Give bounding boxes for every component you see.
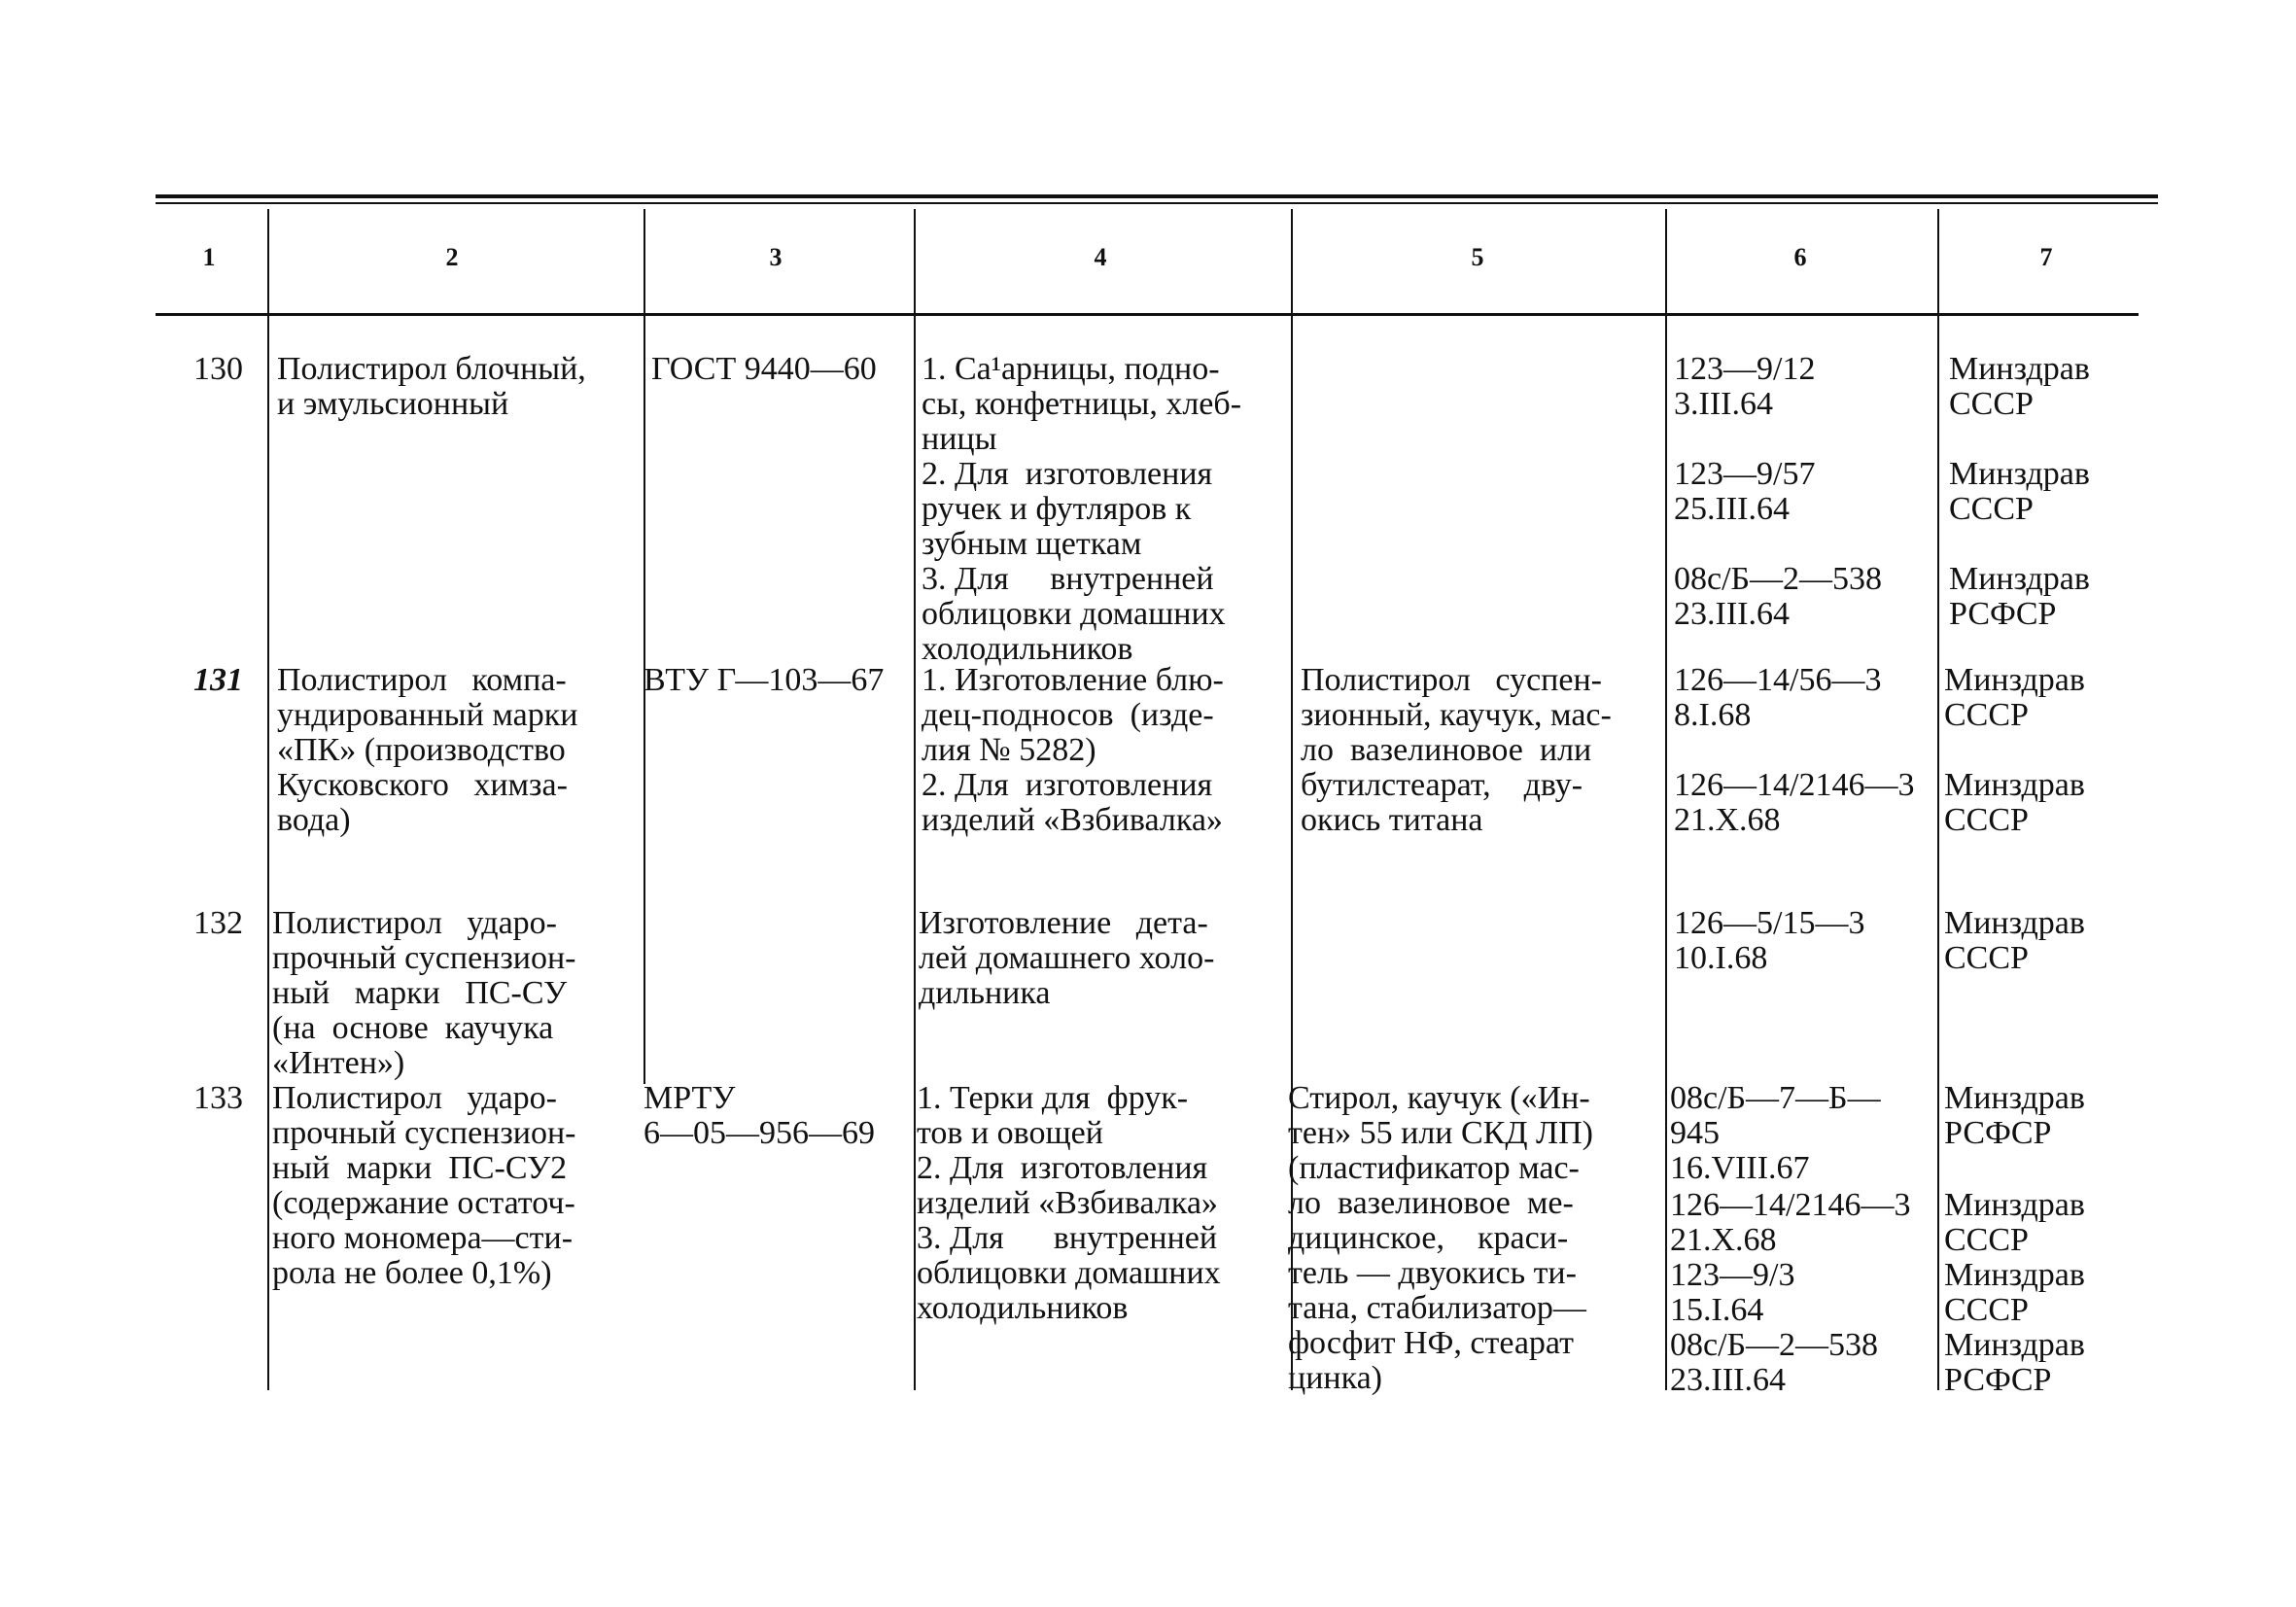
top-rule	[156, 194, 2158, 198]
authority: Минздрав РСФСР	[1944, 1080, 2085, 1151]
permit-number: 126—14/2146—3 21.X.68	[1670, 1187, 1911, 1258]
permit-number: 126—5/15—3 10.I.68	[1674, 905, 1865, 976]
composition: Стирол, каучук («Ин- тен» 55 или СКД ЛП) (пластификатор мас- ло вазелиновое ме- дицинское, краси- тель — двуокись ти- тана, стабилизатор— фосфит НФ, стеарат цинка)	[1288, 1080, 1593, 1396]
row-number: 130	[193, 351, 243, 387]
authority: Минздрав СССР	[1944, 905, 2085, 976]
material-name: Полистирол ударо- прочный суспензион- ный марки ПС-СУ2 (содержание остаточ- ного мономера—сти- рола не более 0,1%)	[272, 1080, 576, 1291]
column-header-7: 7	[2039, 243, 2053, 271]
column-divider	[1937, 209, 1939, 1390]
column-divider	[644, 209, 645, 1084]
row-number: 133	[193, 1080, 243, 1116]
material-name: Полистирол компа- ундированный марки «ПК» (производство Кусковского химза- вода)	[277, 662, 578, 838]
application: Изготовление дета- лей домашнего холо- дильника	[919, 905, 1215, 1011]
column-divider	[914, 209, 916, 1390]
permit-number: 123—9/57 25.III.64	[1674, 456, 1816, 527]
permit-number: 08с/Б—2—538 23.III.64	[1670, 1327, 1879, 1398]
application: 1. Са¹арницы, подно- сы, конфетницы, хлеб- ницы 2. Для изготовления ручек и футляров к зубным щеткам 3. Для внутренней облицовки домашних холодильников	[922, 351, 1242, 667]
permit-number: 08с/Б—7—Б— 945 16.VIII.67	[1670, 1080, 1881, 1186]
permit-number: 123—9/3 15.I.64	[1670, 1257, 1795, 1328]
column-header-6: 6	[1793, 243, 1807, 271]
permit-number: 126—14/56—3 8.I.68	[1674, 662, 1882, 733]
column-header-4: 4	[1094, 243, 1107, 271]
authority: Минздрав СССР	[1949, 456, 2090, 527]
standard: МРТУ 6—05—956—69	[644, 1080, 875, 1151]
permit-number: 08с/Б—2—538 23.III.64	[1674, 561, 1883, 632]
authority: Минздрав СССР	[1949, 351, 2090, 422]
row-number: 132	[193, 905, 243, 941]
column-header-3: 3	[769, 243, 783, 271]
authority: Минздрав РСФСР	[1944, 1327, 2085, 1398]
column-header-5: 5	[1471, 243, 1484, 271]
application: 1. Терки для фрук- тов и овощей 2. Для изготовления изделий «Взбивалка» 3. Для внутренней облицовки домашних холодильников	[917, 1080, 1221, 1326]
standard: ВТУ Г—103—67	[644, 662, 885, 698]
authority: Минздрав СССР	[1944, 662, 2085, 733]
column-header-1: 1	[202, 243, 216, 271]
composition: Полистирол суспен- зионный, каучук, мас- ло вазелиновое или бутилстеарат, дву- окись титана	[1301, 662, 1612, 838]
authority: Минздрав СССР	[1944, 1187, 2085, 1258]
standard: ГОСТ 9440—60	[651, 351, 877, 387]
material-name: Полистирол ударо- прочный суспензион- ный марки ПС-СУ (на основе каучука «Интен»)	[272, 905, 576, 1081]
application: 1. Изготовление блю- дец-подносов (изде- лия № 5282) 2. Для изготовления изделий «Взбивалка»	[922, 662, 1224, 838]
row-number: 131	[193, 662, 243, 698]
permit-number: 126—14/2146—3 21.X.68	[1674, 767, 1915, 838]
column-header-2: 2	[445, 243, 459, 271]
authority: Минздрав РСФСР	[1949, 561, 2090, 632]
header-bottom-rule	[156, 313, 2139, 316]
column-divider	[267, 209, 269, 1390]
column-divider	[1665, 209, 1667, 1390]
authority: Минздрав СССР	[1944, 767, 2085, 838]
authority: Минздрав СССР	[1944, 1257, 2085, 1328]
top-rule-thin	[156, 202, 2158, 204]
material-name: Полистирол блочный, и эмульсионный	[277, 351, 586, 422]
permit-number: 123—9/12 3.III.64	[1674, 351, 1816, 422]
